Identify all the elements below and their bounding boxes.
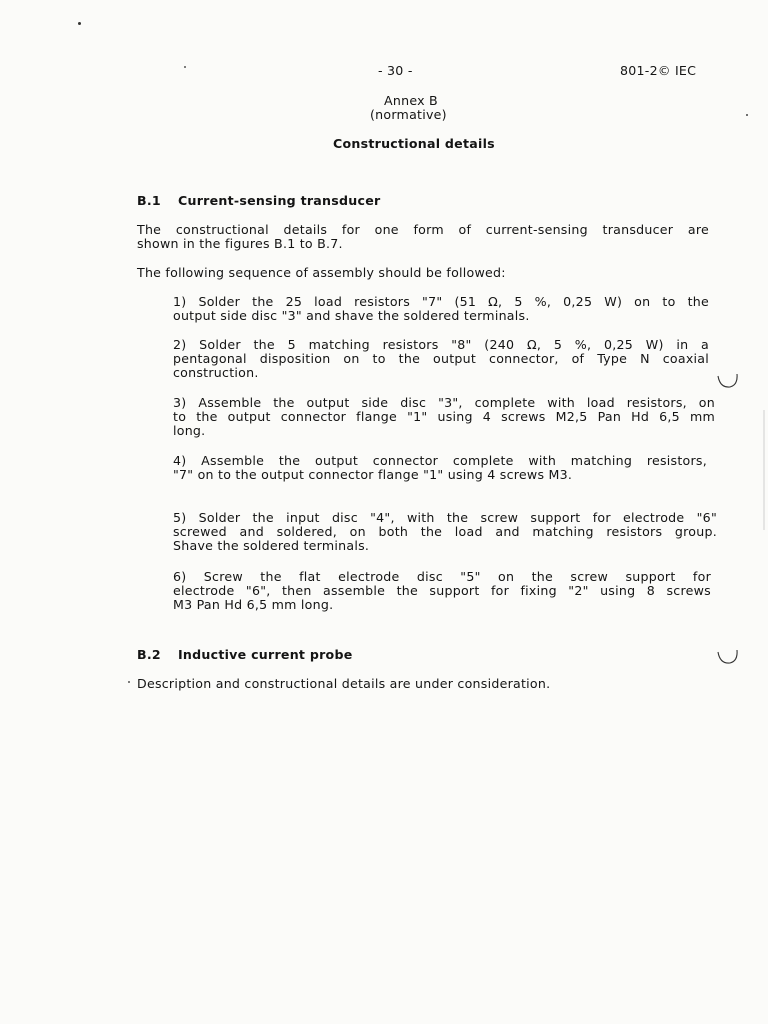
step-line: electrode "6", then assemble the support for fixing "2" using 8 screws bbox=[173, 583, 711, 598]
assembly-step-6 bbox=[173, 570, 711, 612]
section-b1-number: B.1 bbox=[137, 193, 161, 208]
assembly-step-2 bbox=[173, 338, 709, 380]
scan-speck bbox=[78, 22, 81, 25]
step-line: 1) Solder the 25 load resistors "7" (51 Ω, 5 %, 0,25 W) on to the bbox=[173, 294, 709, 309]
step-line: pentagonal disposition on to the output connector, of Type N coaxial bbox=[173, 351, 709, 366]
step-line: 3) Assemble the output side disc "3", complete with load resistors, on bbox=[173, 395, 715, 410]
intro-line: The constructional details for one form of current-sensing transducer are bbox=[137, 222, 709, 237]
standard-reference: 801-2© IEC bbox=[620, 63, 697, 78]
step-line: 4) Assemble the output connector complete with matching resistors, bbox=[173, 453, 707, 468]
step-line: 2) Solder the 5 matching resistors "8" (240 Ω, 5 %, 0,25 W) in a bbox=[173, 337, 709, 352]
section-b2-text: Description and constructional details are under consideration. bbox=[137, 676, 551, 691]
page-number: - 30 - bbox=[378, 63, 413, 78]
section-b1-title: Current-sensing transducer bbox=[178, 193, 381, 208]
sequence-intro: The following sequence of assembly should be followed: bbox=[137, 265, 506, 280]
step-line: output side disc "3" and shave the soldered terminals. bbox=[173, 308, 530, 323]
assembly-step-1 bbox=[173, 295, 709, 323]
binder-hole-mark bbox=[714, 646, 740, 668]
scan-speck bbox=[184, 66, 186, 68]
annex-heading: Constructional details bbox=[333, 136, 495, 151]
annex-subtitle: (normative) bbox=[370, 107, 447, 122]
intro-line: shown in the figures B.1 to B.7. bbox=[137, 236, 343, 251]
step-line: M3 Pan Hd 6,5 mm long. bbox=[173, 597, 334, 612]
section-b1-intro bbox=[137, 223, 709, 251]
step-line: Shave the soldered terminals. bbox=[173, 538, 370, 553]
scan-edge-line bbox=[762, 410, 766, 530]
assembly-step-4 bbox=[173, 454, 707, 482]
annex-title: Annex B bbox=[384, 93, 438, 108]
step-line: 5) Solder the input disc "4", with the screw support for electrode "6" bbox=[173, 510, 717, 525]
step-line: screwed and soldered, on both the load and matching resistors group. bbox=[173, 524, 717, 539]
step-line: long. bbox=[173, 423, 206, 438]
assembly-step-3 bbox=[173, 396, 715, 438]
section-b2-number: B.2 bbox=[137, 647, 161, 662]
scan-speck bbox=[128, 681, 130, 683]
step-line: construction. bbox=[173, 365, 259, 380]
assembly-step-5 bbox=[173, 511, 717, 553]
section-b2-title: Inductive current probe bbox=[178, 647, 353, 662]
step-line: to the output connector flange "1" using 4 screws M2,5 Pan Hd 6,5 mm bbox=[173, 409, 715, 424]
binder-hole-mark bbox=[714, 370, 740, 392]
step-line: "7" on to the output connector flange "1" using 4 screws M3. bbox=[173, 467, 573, 482]
scan-speck bbox=[746, 114, 748, 116]
step-line: 6) Screw the flat electrode disc "5" on the screw support for bbox=[173, 569, 711, 584]
